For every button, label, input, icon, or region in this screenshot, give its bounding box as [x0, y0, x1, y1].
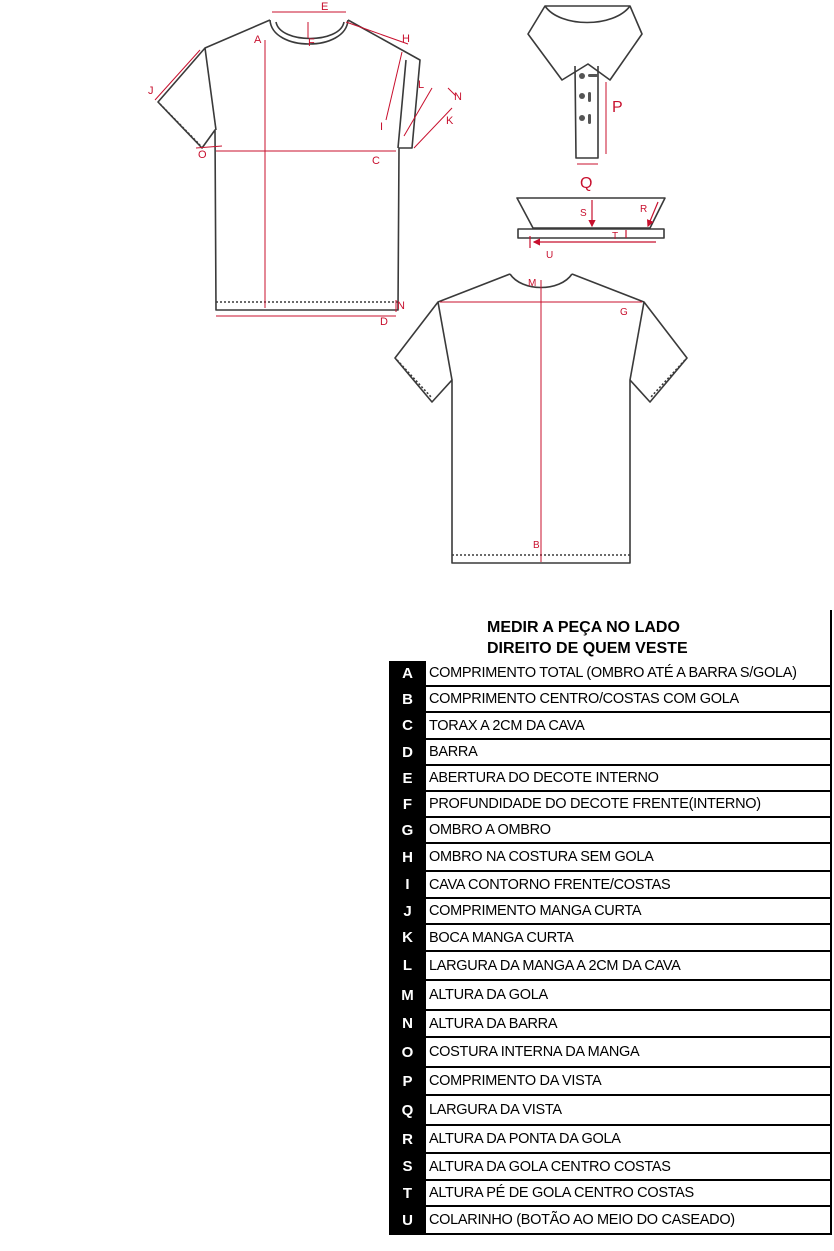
svg-text:B: B	[533, 540, 540, 551]
svg-text:N: N	[454, 91, 462, 103]
measure-description: OMBRO A OMBRO	[429, 822, 551, 838]
svg-text:U: U	[546, 250, 554, 261]
table-row	[389, 661, 832, 687]
polo-measure-labels	[580, 99, 623, 192]
measure-description: COLARINHO (BOTÃO AO MEIO DO CASEADO)	[429, 1212, 735, 1228]
svg-text:G: G	[620, 307, 628, 318]
table-row	[389, 713, 832, 740]
table-row	[389, 872, 832, 899]
measure-letter: D	[389, 740, 426, 764]
measure-description: BOCA MANGA CURTA	[429, 929, 574, 946]
measure-description: COMPRIMENTO CENTRO/COSTAS COM GOLA	[429, 691, 739, 707]
table-row	[389, 792, 832, 818]
svg-text:F: F	[308, 37, 315, 49]
measure-letter: A	[389, 661, 426, 685]
measure-letter: T	[389, 1181, 426, 1205]
measure-letter: U	[389, 1207, 426, 1233]
table-row	[389, 981, 832, 1011]
svg-text:R: R	[640, 204, 648, 215]
svg-text:A: A	[254, 34, 262, 46]
table-row	[389, 1096, 832, 1126]
collar-measure-labels	[546, 204, 647, 261]
measure-description: PROFUNDIDADE DO DECOTE FRENTE(INTERNO)	[429, 796, 761, 812]
measure-letter: R	[389, 1126, 426, 1152]
measure-letter: E	[389, 766, 426, 790]
table-row	[389, 766, 832, 792]
measure-description: COMPRIMENTO MANGA CURTA	[429, 903, 642, 919]
polo-collar-outline	[528, 6, 642, 158]
measure-letter: F	[389, 792, 426, 816]
table-right-border	[830, 610, 832, 665]
measure-letter: G	[389, 818, 426, 842]
measure-letter: L	[389, 952, 426, 979]
measure-letter: J	[389, 899, 426, 923]
measure-description: CAVA CONTORNO FRENTE/COSTAS	[429, 876, 671, 893]
svg-text:O: O	[198, 149, 207, 161]
table-row	[389, 925, 832, 952]
table-row	[389, 1154, 832, 1181]
svg-text:D: D	[380, 316, 388, 328]
front-shirt-outline	[158, 20, 420, 310]
svg-text:N: N	[397, 300, 405, 312]
back-measure-labels	[528, 278, 628, 551]
measure-letter: N	[389, 1011, 426, 1036]
svg-text:L: L	[418, 79, 425, 91]
collar-measure-lines	[530, 200, 658, 248]
back-measure-lines	[440, 280, 642, 562]
measure-letter: O	[389, 1038, 426, 1066]
table-row	[389, 1207, 832, 1235]
table-row	[389, 818, 832, 844]
measure-letter: C	[389, 713, 426, 738]
measure-description: LARGURA DA MANGA A 2CM DA CAVA	[429, 957, 681, 974]
measure-letter: P	[389, 1068, 426, 1094]
svg-text:S: S	[580, 208, 587, 219]
svg-text:J: J	[148, 85, 154, 97]
table-row	[389, 1038, 832, 1068]
table-row	[389, 952, 832, 981]
svg-text:I: I	[380, 121, 384, 133]
measure-letter: H	[389, 844, 426, 870]
measure-description: ABERTURA DO DECOTE INTERNO	[429, 770, 659, 786]
instruction-line-2: DIREITO DE QUEM VESTE	[487, 640, 688, 657]
measure-letter: K	[389, 925, 426, 950]
table-row	[389, 844, 832, 872]
svg-text:T: T	[612, 231, 619, 242]
svg-text:Q: Q	[580, 175, 593, 192]
table-row	[389, 899, 832, 925]
measurement-instruction	[487, 617, 787, 659]
svg-text:C: C	[372, 155, 380, 167]
instruction-line-1: MEDIR A PEÇA NO LADO	[487, 619, 680, 636]
measure-letter: B	[389, 687, 426, 711]
svg-text:E: E	[321, 1, 329, 13]
table-row	[389, 1068, 832, 1096]
svg-text:K: K	[446, 115, 454, 127]
table-row	[389, 1181, 832, 1207]
measurement-table	[389, 661, 832, 1235]
measure-letter: Q	[389, 1096, 426, 1124]
table-row	[389, 740, 832, 766]
measure-description: OMBRO NA COSTURA SEM GOLA	[429, 849, 654, 865]
measure-description: LARGURA DA VISTA	[429, 1102, 562, 1118]
measure-letter: I	[389, 872, 426, 897]
measure-description: TORAX A 2CM DA CAVA	[429, 717, 585, 734]
measure-description: COSTURA INTERNA DA MANGA	[429, 1044, 640, 1060]
measure-description: ALTURA DA PONTA DA GOLA	[429, 1131, 621, 1147]
front-measure-labels	[148, 1, 462, 328]
measurement-diagram	[0, 0, 834, 590]
svg-text:P: P	[612, 99, 623, 116]
svg-text:H: H	[402, 33, 410, 45]
measure-description: BARRA	[429, 744, 478, 760]
polo-buttons	[579, 73, 598, 124]
measure-letter: M	[389, 981, 426, 1009]
measure-description: ALTURA PÉ DE GOLA CENTRO COSTAS	[429, 1185, 694, 1201]
front-measure-lines	[155, 12, 456, 316]
measure-description: ALTURA DA BARRA	[429, 1015, 558, 1032]
measure-description: COMPRIMENTO DA VISTA	[429, 1073, 602, 1089]
table-row	[389, 1011, 832, 1038]
table-row	[389, 1126, 832, 1154]
svg-text:M: M	[528, 278, 537, 289]
measure-description: ALTURA DA GOLA CENTRO COSTAS	[429, 1158, 671, 1175]
measure-letter: S	[389, 1154, 426, 1179]
measure-description: COMPRIMENTO TOTAL (OMBRO ATÉ A BARRA S/GOLA)	[429, 665, 797, 681]
measure-description: ALTURA DA GOLA	[429, 987, 548, 1003]
table-row	[389, 687, 832, 713]
